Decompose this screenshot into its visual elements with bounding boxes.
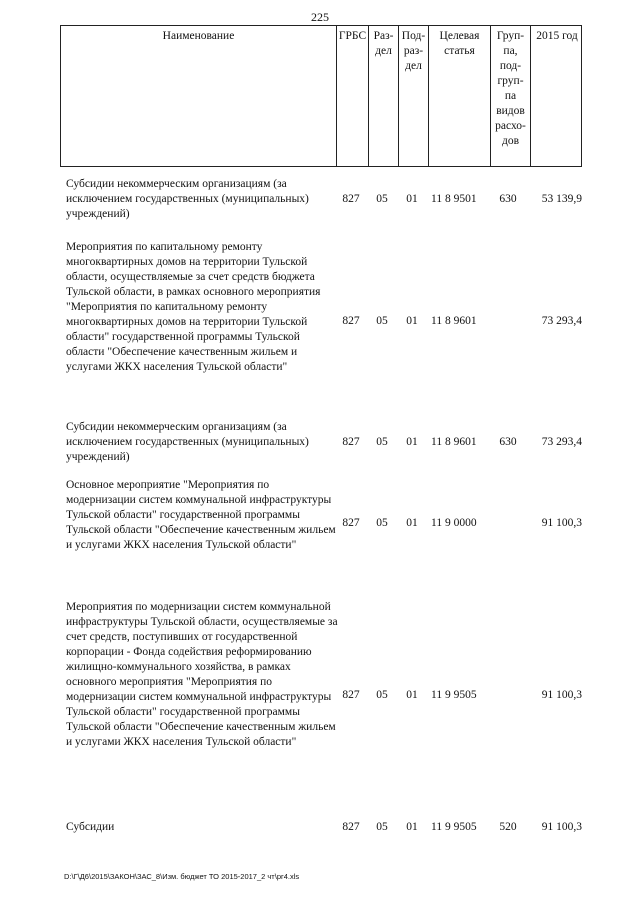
- table-row: [60, 420, 582, 466]
- row-podrazdel: 01: [406, 436, 418, 448]
- row-name: Мероприятия по модернизации систем коммунальной инфраструктуры Тульской области, осуществляемые за счет средств, поступивших от государственной корпорации - Фонда содействия реформированию жилищно-коммунального хозяйства, в рамках основного мероприятия "Мероприятия по модернизации систем коммунальной инфраструктуры Тульской области" государственной программы Тульской области "Обеспечение качественным жильем и услугами ЖКХ населения Тульской области": [66, 601, 338, 748]
- row-target: 11 8 9601: [431, 315, 477, 327]
- row-razdel: 05: [376, 436, 388, 448]
- table-header: [60, 25, 582, 167]
- row-amount: 53 139,9: [541, 193, 582, 205]
- row-grbs: 827: [342, 436, 360, 448]
- row-vr: 630: [499, 436, 517, 448]
- row-podrazdel: 01: [406, 689, 418, 701]
- row-amount: 73 293,4: [541, 315, 582, 327]
- row-name: Мероприятия по капитальному ремонту многоквартирных домов на территории Тульской области, осуществляемые за счет средств бюджета Тульской области, в рамках основного мероприятия "Мероприятия по капитальному ремонту многоквартирных домов на территории Тульской области" государственной программы Тульской области "Обеспечение качественным жильем и услугами ЖКХ населения Тульской области": [66, 241, 321, 373]
- row-target: 11 9 9505: [431, 821, 477, 833]
- header-razdel: Раз- дел: [368, 26, 398, 166]
- row-amount: 91 100,3: [541, 517, 582, 529]
- table-row: [60, 478, 582, 573]
- row-razdel: 05: [376, 315, 388, 327]
- row-grbs: 827: [342, 689, 360, 701]
- row-amount: 73 293,4: [541, 436, 582, 448]
- row-name: Основное мероприятие "Мероприятия по модернизации систем коммунальной инфраструктуры Тульской области" государственной программы Тульской области "Обеспечение качественным жильем и услугами ЖКХ населения Тульской области": [66, 479, 336, 551]
- table-row: [60, 177, 582, 223]
- header-grbs: ГРБС: [336, 26, 368, 166]
- row-target: 11 9 9505: [431, 689, 477, 701]
- row-razdel: 05: [376, 193, 388, 205]
- row-target: 11 8 9601: [431, 436, 477, 448]
- row-name: Субсидии некоммерческим организациям (за исключением государственных (муниципальных) учреждений): [66, 178, 309, 220]
- header-name: Наименование: [162, 30, 235, 42]
- row-grbs: 827: [342, 517, 360, 529]
- file-path-footer: D:\Г\Д6\2015\ЗАКОН\ЗАС_8\Изм. бюджет ТО 2015-2017_2 чт\рг4.xls: [64, 872, 300, 881]
- header-vr: Груп- па, под- груп- па видов расхо- дов: [490, 26, 530, 166]
- row-amount: 91 100,3: [541, 689, 582, 701]
- row-grbs: 827: [342, 315, 360, 327]
- row-podrazdel: 01: [406, 315, 418, 327]
- table-row: [60, 820, 582, 838]
- header-podrazdel: Под- раз- дел: [398, 26, 428, 166]
- row-podrazdel: 01: [406, 821, 418, 833]
- row-podrazdel: 01: [406, 193, 418, 205]
- row-grbs: 827: [342, 821, 360, 833]
- header-target: Целевая статья: [428, 26, 490, 166]
- row-podrazdel: 01: [406, 517, 418, 529]
- page-number: 225: [311, 10, 329, 24]
- row-target: 11 9 0000: [431, 517, 477, 529]
- row-name: Субсидии некоммерческим организациям (за исключением государственных (муниципальных) учреждений): [66, 421, 309, 463]
- row-razdel: 05: [376, 821, 388, 833]
- row-target: 11 8 9501: [431, 193, 477, 205]
- row-grbs: 827: [342, 193, 360, 205]
- row-razdel: 05: [376, 689, 388, 701]
- row-razdel: 05: [376, 517, 388, 529]
- table-row: [60, 240, 582, 405]
- row-amount: 91 100,3: [541, 821, 582, 833]
- row-name: Субсидии: [66, 821, 115, 833]
- row-vr: 520: [499, 821, 517, 833]
- table-row: [60, 600, 582, 795]
- row-vr: 630: [499, 193, 517, 205]
- header-year: 2015 год: [530, 26, 583, 166]
